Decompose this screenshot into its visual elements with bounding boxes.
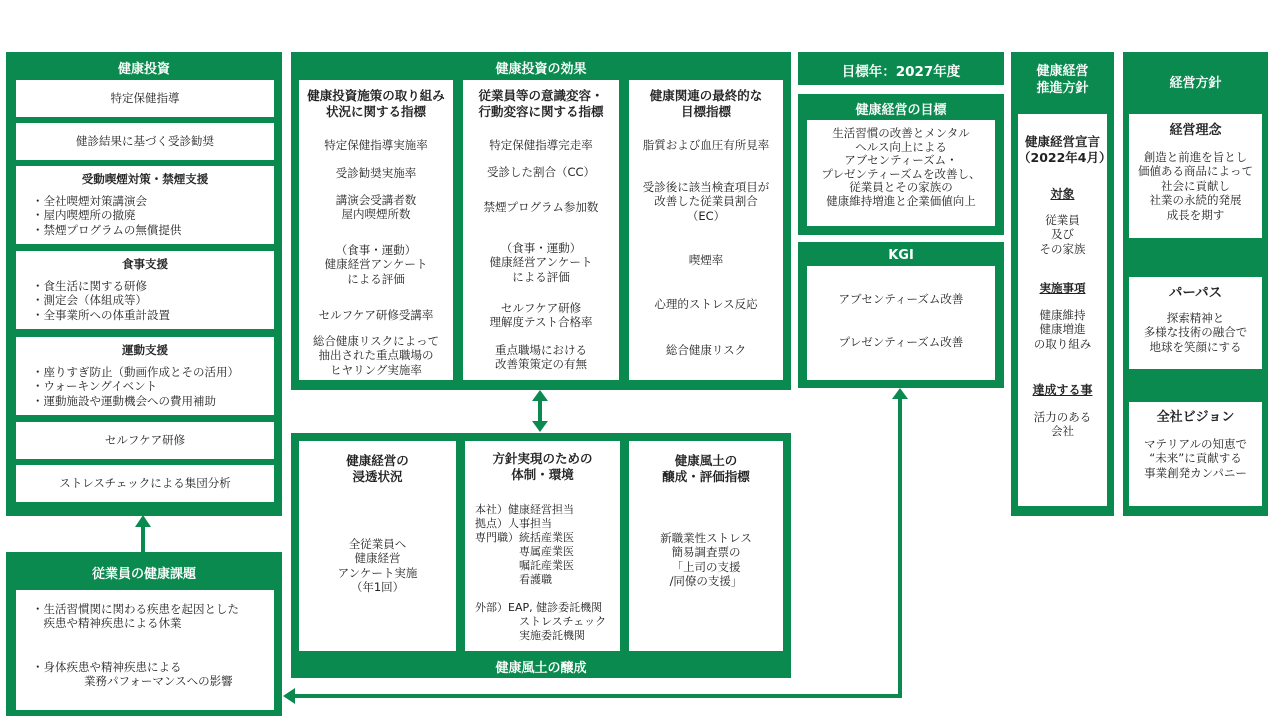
effects-col1-item: 受診勧奨実施率 — [335, 166, 417, 180]
culture-col-evaluation — [629, 441, 783, 651]
effects-col2-item: 受診した割合（CC） — [486, 165, 596, 179]
diet-line: ・測定会（体組成等） — [32, 293, 147, 308]
philosophy-title: 経営理念 — [1169, 123, 1222, 138]
exercise-line: ・座りすぎ防止（動画作成とその活用） — [32, 365, 239, 379]
achieve-text: 活力のある 会社 — [1033, 410, 1092, 439]
kgi-to-issues-vertical — [898, 396, 902, 698]
health-policy-panel — [1011, 52, 1114, 516]
diet-line: ・全事業所への体重計設置 — [32, 307, 170, 322]
health-management-goal-panel — [798, 94, 1004, 235]
health-management-goal-header: 健康経営の目標 — [855, 103, 947, 118]
effects-col1-item: 総合健康リスクによって 抽出された重点職場の ヒヤリング実施率 — [312, 334, 440, 377]
issue-line: ・身体疾患や精神疾患による — [32, 660, 182, 674]
investment-item-label: 特定保健指導 — [110, 91, 180, 105]
arrow-up-icon — [892, 388, 908, 399]
effects-col3-item: 総合健康リスク — [665, 343, 747, 357]
health-policy-header — [1011, 64, 1114, 98]
health-investment-panel — [6, 52, 282, 516]
employee-health-issues-header: 従業員の健康課題 — [91, 567, 196, 582]
effects-col2-item: （食事・運動） 健康経営アンケート による評価 — [489, 241, 593, 284]
kgi-panel — [798, 242, 1004, 388]
title-line: 従業員等の意識変容・ — [478, 88, 604, 103]
action-label: 実施事項 — [1039, 281, 1086, 295]
title-line: 行動変容に関する指標 — [478, 104, 604, 120]
issue-1 — [32, 602, 239, 631]
effects-col1-item: 特定保健指導実施率 — [324, 138, 428, 152]
culture-col-evaluation-body: 新職業性ストレス 簡易調査票の 「上司の支援 /同僚の支援」 — [660, 531, 752, 589]
title-line: 目標指標 — [680, 104, 731, 120]
title-line: （2022年4月） — [1018, 150, 1112, 166]
investment-item-smoking — [16, 166, 274, 244]
header-line: 健康経営 — [1036, 64, 1089, 79]
target-year-label: 目標年：2027年度 — [841, 64, 961, 80]
culture-col-evaluation-title — [629, 453, 783, 486]
philosophy-box — [1129, 114, 1262, 238]
target-text: 従業員 及び その家族 — [1039, 213, 1086, 256]
vision-text: マテリアルの知恵で “未来”に貢献する 事業創発カンパニー — [1143, 437, 1248, 480]
investment-effects-panel — [291, 52, 791, 390]
effects-col2-item: 禁煙プログラム参加数 — [483, 200, 599, 214]
smoking-lines — [32, 194, 181, 237]
effects-col2-item: 重点職場における 改善策策定の有無 — [495, 343, 587, 372]
investment-item-label: セルフケア研修 — [104, 433, 186, 447]
header-line: 推進方針 — [1036, 80, 1089, 96]
title-line: 健康経営宣言 — [1024, 134, 1100, 149]
vision-box — [1129, 402, 1262, 506]
smoking-line: ・屋内喫煙所の撤廃 — [32, 208, 136, 223]
management-policy-header: 経営方針 — [1169, 76, 1222, 91]
issue-line: ・生活習慣関に関わる疾患を起因とした — [32, 602, 239, 616]
exercise-line: ・運動施設や運動機会への費用補助 — [32, 393, 216, 408]
issue-2 — [32, 660, 233, 689]
effects-col2-item: 特定保健指導完走率 — [489, 138, 593, 152]
exercise-lines — [32, 365, 239, 408]
target-label: 対象 — [1050, 187, 1075, 201]
effects-col3-item: 心理的ストレス反応 — [654, 297, 758, 311]
effects-col1-item: 講演会受講者数 屋内喫煙所数 — [335, 193, 417, 222]
title-line: 浸透状況 — [352, 469, 403, 485]
culture-col-penetration-title — [299, 453, 456, 486]
declaration-title — [1018, 134, 1112, 167]
kgi-header: KGI — [888, 248, 914, 263]
achieve-label: 達成する事 — [1032, 383, 1093, 397]
culture-col-penetration-body: 全従業員へ 健康経営 アンケート実施 （年1回） — [337, 537, 418, 595]
title-line: 健康風土の — [674, 453, 738, 468]
effects-col-measures — [299, 80, 453, 380]
investment-item-exercise — [16, 337, 274, 415]
smoking-line: ・禁煙プログラムの無償提供 — [32, 222, 182, 237]
effects-col3-item: 脂質および血圧有所見率 — [642, 138, 770, 152]
health-policy-body — [1018, 114, 1112, 506]
kgi-item: アブセンティーズム改善 — [838, 292, 964, 306]
goal-text: 生活習慣の改善とメンタル ヘルス向上による アブセンティーズム・ プレゼンティーズムを改善し、 従業員とその家族の 健康維持増進と企業価値向上 — [821, 126, 981, 208]
investment-item-specific-guidance — [16, 80, 274, 117]
investment-item-selfcare — [16, 422, 274, 459]
management-policy-panel — [1123, 52, 1268, 516]
investment-item-label: ストレスチェックによる集団分析 — [59, 476, 231, 490]
culture-col-penetration — [299, 441, 456, 651]
health-culture-footer: 健康風土の醸成 — [495, 661, 587, 676]
issue-line: 業務パフォーマンスへの影響 — [84, 674, 233, 689]
arrow-down-icon — [532, 421, 548, 432]
health-culture-panel — [291, 433, 791, 678]
culture-col-structure — [465, 441, 620, 651]
effects-col3-item: 喫煙率 — [688, 253, 724, 267]
investment-item-stress-check — [16, 465, 274, 502]
employee-health-issues-body — [16, 590, 274, 710]
arrow-up-icon — [135, 515, 151, 527]
smoking-title: 受動喫煙対策・禁煙支援 — [81, 172, 209, 186]
effects-col1-item: セルフケア研修受講率 — [318, 308, 434, 322]
title-line: 方針実現のための — [492, 451, 593, 466]
exercise-line: ・ウォーキングイベント — [32, 379, 158, 394]
title-line: 健康投資施策の取り組み — [307, 88, 445, 103]
arrow-up-icon — [532, 390, 548, 401]
culture-col-structure-body: 本社）健康経営担当 拠点）人事担当 専門職）統括産業医 専属産業医 嘱託産業医 看護職 外部）EAP, 健診委託機関 ストレスチェック 実施委託機関 — [475, 503, 607, 642]
title-line: 醸成・評価指標 — [662, 469, 750, 485]
arrow-left-icon — [283, 688, 295, 704]
exercise-title: 運動支援 — [122, 343, 168, 357]
smoking-line: ・全社喫煙対策講演会 — [32, 194, 147, 208]
title-line: 健康関連の最終的な — [649, 88, 763, 103]
health-investment-header: 健康投資 — [117, 62, 170, 77]
diet-title: 食事支援 — [122, 257, 168, 271]
effects-col-final-targets — [629, 80, 783, 380]
purpose-box — [1129, 277, 1262, 369]
title-line: 状況に関する指標 — [325, 104, 426, 120]
purpose-title: パーパス — [1168, 285, 1223, 301]
diet-line: ・食生活に関する研修 — [32, 279, 147, 293]
action-text: 健康維持 健康増進 の取り組み — [1033, 308, 1092, 351]
effects-col-behavior — [463, 80, 619, 380]
target-year-banner — [798, 52, 1004, 85]
effects-col-behavior-title — [463, 88, 619, 121]
culture-col-structure-title — [465, 451, 620, 484]
health-management-goal-body — [807, 120, 995, 226]
purpose-text: 探索精神と 多様な技術の融合で 地球を笑顔にする — [1143, 311, 1248, 354]
kgi-to-issues-horizontal — [292, 694, 902, 698]
diet-lines — [32, 279, 170, 322]
vision-title: 全社ビジョン — [1156, 410, 1235, 425]
kgi-item: プレゼンティーズム改善 — [838, 335, 964, 349]
kgi-body — [807, 266, 995, 380]
effects-col3-item: 受診後に該当検査項目が 改善した従業員割合 （EC） — [642, 180, 770, 223]
investment-item-label: 健診結果に基づく受診勧奨 — [76, 134, 214, 148]
effects-col2-item: セルフケア研修 理解度テスト合格率 — [489, 301, 593, 330]
title-line: 健康経営の — [346, 453, 409, 468]
investment-item-exam-recommendation — [16, 123, 274, 160]
effects-col-measures-title — [299, 88, 453, 121]
investment-item-diet — [16, 251, 274, 329]
employee-health-issues-panel — [6, 552, 282, 716]
effects-col1-item: （食事・運動） 健康経営アンケート による評価 — [324, 243, 428, 286]
effects-col-final-targets-title — [629, 88, 783, 121]
title-line: 体制・環境 — [511, 467, 574, 483]
philosophy-text: 創造と前進を旨とし 価値ある商品によって 社会に貢献し 社業の永続的発展 成長を期す — [1138, 150, 1253, 222]
investment-effects-header: 健康投資の効果 — [495, 62, 587, 77]
issue-line: 疾患や精神疾患による休業 — [32, 616, 182, 631]
